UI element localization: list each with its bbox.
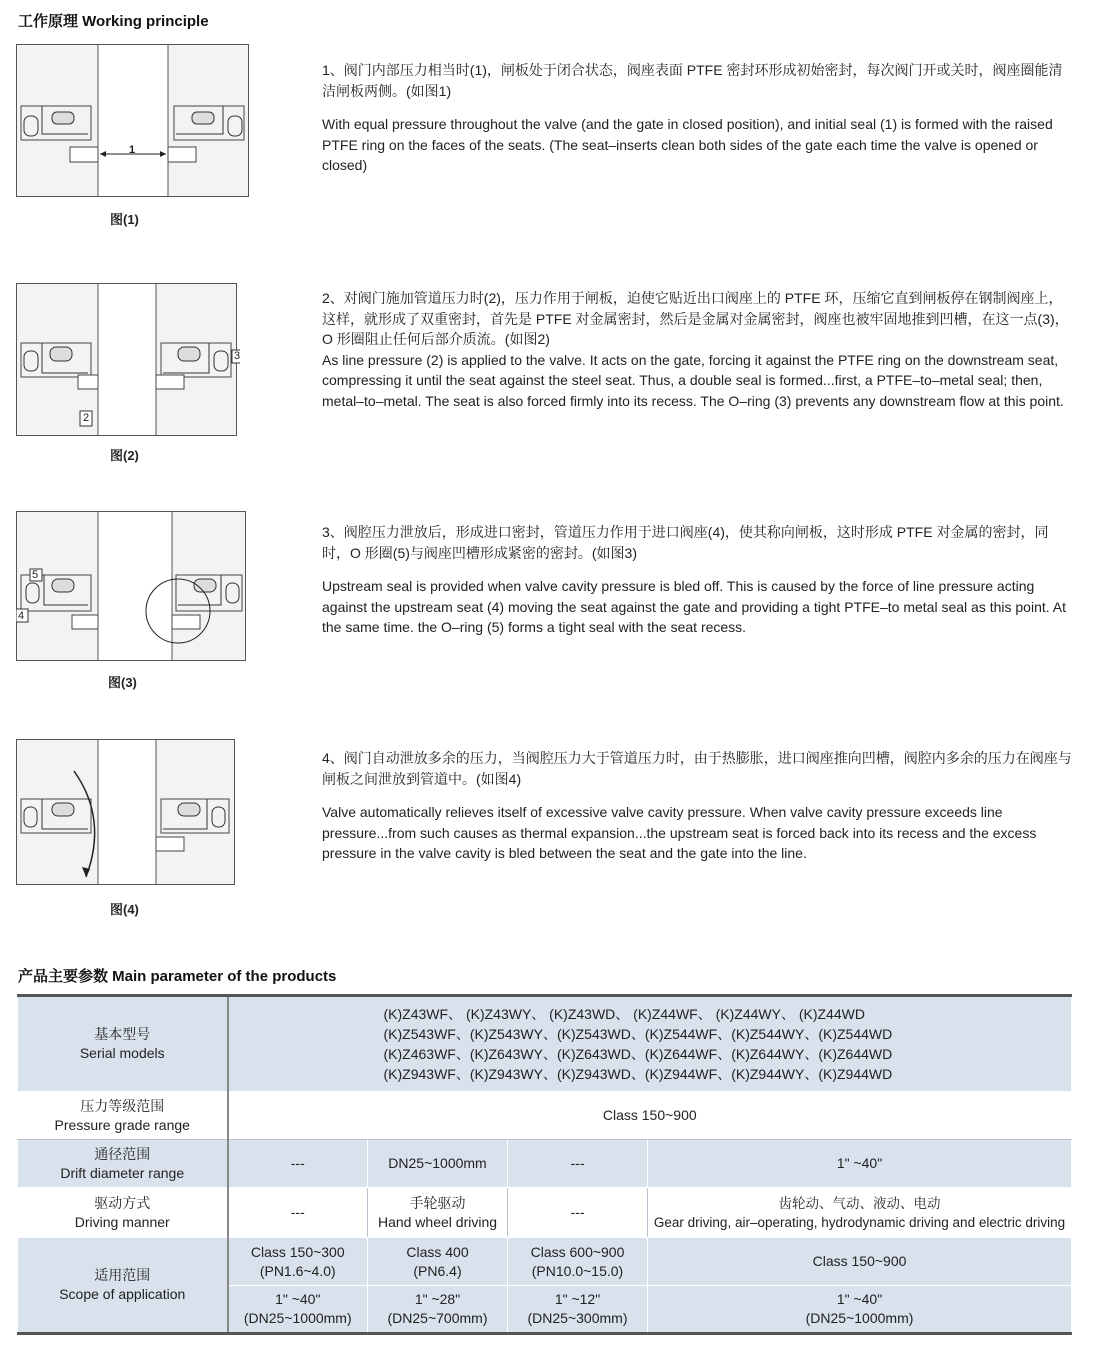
driving-c2-en: Hand wheel driving xyxy=(377,1213,498,1230)
principle-4-cn: 4、阀门自动泄放多余的压力，当阀腔压力大于管道压力时，由于热膨胀，进口阀座推向凹槽，阀腔内多余的压力在阀座与闸板之间泄放到管道中。(如图4) xyxy=(322,750,1072,787)
driving-c3: --- xyxy=(508,1188,648,1238)
scope-value: (PN10.0~15.0) xyxy=(531,1262,624,1279)
serial-line: (K)Z463WF、(K)Z643WY、(K)Z643WD、(K)Z644WF、(K)Z644WY、(K)Z644WD xyxy=(383,1046,893,1062)
drift-c4: 1" ~40" xyxy=(648,1140,1072,1188)
working-principle-title: 工作原理 Working principle xyxy=(18,13,209,30)
scope-r1-c3 xyxy=(508,1238,648,1286)
scope-row-1 xyxy=(18,1238,1072,1286)
figure-3-label-4: 4 xyxy=(18,610,25,622)
figure-1-label: 1 xyxy=(129,144,136,156)
scope-cn: 适用范围 xyxy=(94,1267,151,1283)
pressure-value: Class 150~900 xyxy=(228,1092,1072,1140)
scope-r2-c4 xyxy=(648,1286,1072,1334)
figure-2-diagram xyxy=(16,283,240,437)
scope-value: Class 150~900 xyxy=(812,1253,907,1269)
scope-header xyxy=(18,1238,228,1334)
pressure-row xyxy=(18,1092,1072,1140)
drift-row xyxy=(18,1140,1072,1188)
scope-r1-c1 xyxy=(228,1238,368,1286)
principle-3-text xyxy=(322,522,1072,651)
scope-r1-c4 xyxy=(648,1238,1072,1286)
principle-2-text xyxy=(322,288,1072,424)
serial-models-en: Serial models xyxy=(79,1045,165,1061)
scope-value: (PN1.6~4.0) xyxy=(259,1262,336,1279)
driving-row xyxy=(18,1188,1072,1238)
principle-3-cn: 3、阀腔压力泄放后，形成进口密封，管道压力作用于进口阀座(4)，使其称向闸板，这时形成 PTFE 对金属的密封，同时，O 形圈(5)与阀座凹槽形成紧密的密封。(如图3) xyxy=(322,524,1049,561)
figure-3-diagram xyxy=(16,511,248,663)
figure-3-label-5: 5 xyxy=(32,569,39,581)
principle-2-en: As line pressure (2) is applied to the valve. It acts on the gate, forcing it against the PTFE ring on the downstream seat, compressing it until the seat against the steel seat. Thus, a double seal is formed...first, a PTFE–to–metal seal; then, metal–to–metal. The seat is also forced firmly into its recess. The O–ring (3) prevents any downstream flow at this point. xyxy=(322,351,1064,409)
driving-c4-cn: 齿轮动、气动、液动、电动 xyxy=(778,1195,941,1211)
figure-4-diagram xyxy=(16,739,238,887)
scope-r2-c3 xyxy=(508,1286,648,1334)
serial-line: (K)Z543WF、(K)Z543WY、(K)Z543WD、(K)Z544WF、(K)Z544WY、(K)Z544WD xyxy=(383,1026,893,1042)
scope-value: 1" ~40" xyxy=(275,1291,321,1307)
serial-models-header xyxy=(18,996,228,1092)
scope-value: Class 150~300 xyxy=(250,1243,345,1260)
driving-c4-en: Gear driving, air–operating, hydrodynamic driving and electric driving xyxy=(653,1214,1066,1230)
driving-cn: 驱动方式 xyxy=(94,1194,151,1211)
serial-models-list xyxy=(228,996,1072,1092)
scope-value: (DN25~300mm) xyxy=(527,1310,628,1326)
principle-1-en: With equal pressure throughout the valve (and the gate in closed position), and initial seal (1) is formed with the raised PTFE ring on the faces of the seats. (The seat–inserts clean both sides of the gate each time the valve is opened or closed) xyxy=(322,116,1053,173)
driving-en: Driving manner xyxy=(74,1213,170,1230)
figure-2-caption: 图(2) xyxy=(110,448,139,463)
driving-c1: --- xyxy=(228,1188,368,1238)
drift-c3: --- xyxy=(508,1140,648,1188)
drift-c2: DN25~1000mm xyxy=(368,1140,508,1188)
scope-value: (PN6.4) xyxy=(413,1262,462,1279)
serial-models-row xyxy=(18,996,1072,1092)
scope-value: Class 400 xyxy=(406,1243,469,1260)
principle-2-cn: 2、对阀门施加管道压力时(2)，压力作用于闸板，迫使它贴近出口阀座上的 PTFE 环，压缩它直到闸板停在钢制阀座上，这样，就形成了双重密封，首先是 PTFE 对金属密封，然后是金属对金属密封，阀座也被牢固地推到凹槽，在这一点(3)，O 形圈阻止任何后部介质流。(如图2) xyxy=(322,290,1069,347)
principle-4-en: Valve automatically relieves itself of excessive valve cavity pressure. When valve cavity pressure exceeds line pressure...from such causes as thermal expansion...the upstream seat is forced back into its recess and the excess pressure in the valve cavity is bled between the seat and the gate into the line. xyxy=(322,804,1037,861)
figure-3-caption: 图(3) xyxy=(108,675,137,690)
figure-2-label-3: 3 xyxy=(234,350,241,362)
scope-value: (DN25~700mm) xyxy=(387,1310,488,1326)
principle-4-text xyxy=(322,748,1072,877)
scope-value: 1" ~40" xyxy=(836,1291,883,1307)
figure-2-label-2: 2 xyxy=(83,412,90,424)
drift-c1: --- xyxy=(228,1140,368,1188)
driving-c2-cn: 手轮驱动 xyxy=(409,1194,466,1211)
drift-cn: 通径范围 xyxy=(94,1145,151,1162)
scope-value: 1" ~28" xyxy=(414,1291,461,1307)
principle-1-cn: 1、阀门内部压力相当时(1)，闸板处于闭合状态，阀座表面 PTFE 密封环形成初始密封，每次阀门开或关时，阀座圈能清洁闸板两侧。(如图1) xyxy=(322,62,1063,99)
driving-c2 xyxy=(368,1188,508,1238)
pressure-en: Pressure grade range xyxy=(54,1116,190,1133)
figure-1-diagram xyxy=(16,44,251,198)
driving-header xyxy=(18,1188,228,1238)
main-parameter-table xyxy=(17,994,1072,1335)
figure-4-caption: 图(4) xyxy=(110,902,139,917)
pressure-header xyxy=(18,1092,228,1140)
scope-r2-c2 xyxy=(368,1286,508,1334)
scope-r2-c1 xyxy=(228,1286,368,1334)
driving-c4 xyxy=(648,1188,1072,1238)
serial-models-cn: 基本型号 xyxy=(94,1026,151,1042)
pressure-cn: 压力等级范围 xyxy=(80,1097,165,1114)
main-parameter-title: 产品主要参数 Main parameter of the products xyxy=(18,968,337,985)
scope-r1-c2 xyxy=(368,1238,508,1286)
scope-en: Scope of application xyxy=(59,1286,186,1302)
serial-line: (K)Z943WF、(K)Z943WY、(K)Z943WD、(K)Z944WF、(K)Z944WY、(K)Z944WD xyxy=(383,1066,893,1082)
scope-value: 1" ~12" xyxy=(554,1291,601,1307)
drift-header xyxy=(18,1140,228,1188)
principle-1-text xyxy=(322,60,1072,189)
scope-value: Class 600~900 xyxy=(530,1243,625,1260)
principle-3-en: Upstream seal is provided when valve cavity pressure is bled off. This is caused by the force of line pressure acting against the upstream seat (4) moving the seat against the gate and providing a tight PTFE–to metal seal as this point. At the same time. the O–ring (5) forms a tight seal with the seat recess. xyxy=(322,578,1066,635)
scope-value: (DN25~1000mm) xyxy=(243,1310,352,1326)
scope-value: (DN25~1000mm) xyxy=(805,1310,914,1326)
serial-line: (K)Z43WF、 (K)Z43WY、 (K)Z43WD、 (K)Z44WF、 (K)Z44WY、 (K)Z44WD xyxy=(383,1006,865,1022)
figure-1-caption: 图(1) xyxy=(110,212,139,227)
drift-en: Drift diameter range xyxy=(60,1164,185,1181)
